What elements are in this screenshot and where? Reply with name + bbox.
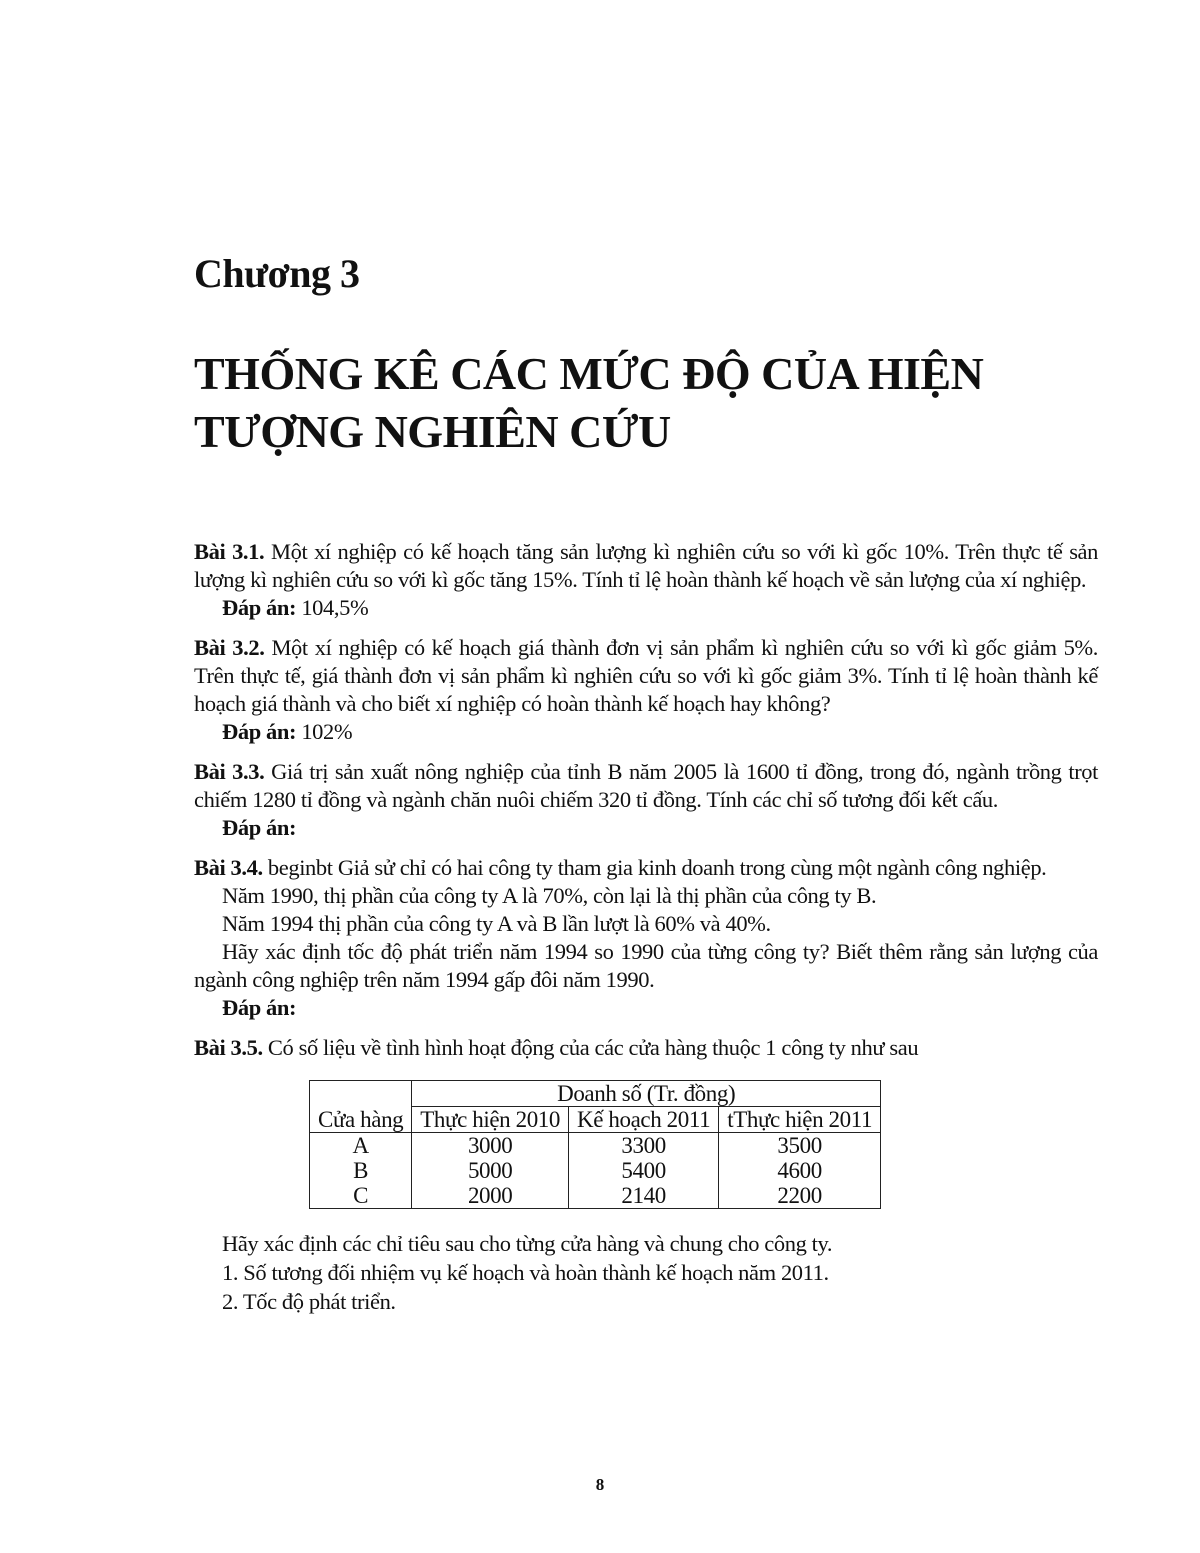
table-row	[310, 1183, 881, 1209]
exercise-text: Giá trị sản xuất nông nghiệp của tỉnh B năm 2005 là 1600 tỉ đồng, trong đó, ngành trồng trọt chiếm 1280 tỉ đồng và ngành chăn nuôi chiếm 320 tỉ đồng. Tính các chỉ số tương đối kết cấu.	[194, 759, 1098, 812]
table-cell: B	[310, 1158, 412, 1183]
exercise-label: Bài 3.2.	[194, 635, 265, 660]
exercise-3-3	[194, 758, 1098, 842]
answer-value: 104,5%	[296, 595, 369, 620]
table-header-cell: Kế hoạch 2011	[569, 1107, 719, 1133]
exercise-text: Một xí nghiệp có kế hoạch tăng sản lượng kì nghiên cứu so với kì gốc 10%. Trên thực tế sản lượng kì nghiên cứu so với kì gốc tăng 15%. Tính tỉ lệ hoàn thành kế hoạch về sản lượng của xí nghiệp.	[194, 539, 1098, 592]
exercise-3-2	[194, 634, 1098, 746]
table-cell: C	[310, 1183, 412, 1209]
table-row	[310, 1133, 881, 1159]
exercise-label: Bài 3.1.	[194, 539, 265, 564]
table-cell: 4600	[719, 1158, 881, 1183]
table-corner-cell	[310, 1081, 412, 1107]
chapter-title-line-2: TƯỢNG NGHIÊN CỨU	[194, 406, 671, 457]
answer-label: Đáp án:	[222, 995, 297, 1020]
chapter-title-line-1: THỐNG KÊ CÁC MỨC ĐỘ CỦA HIỆN	[194, 348, 984, 399]
table-cell: 3300	[569, 1133, 719, 1159]
exercise-text: Một xí nghiệp có kế hoạch giá thành đơn vị sản phẩm kì nghiên cứu so với kì gốc giảm 5%. Trên thực tế, giá thành đơn vị sản phẩm kì nghiên cứu so với kì gốc giảm 3%. Tính tỉ lệ hoàn thành kế hoạch giá thành và cho biết xí nghiệp có hoàn thành kế hoạch hay không?	[194, 635, 1098, 716]
table-cell: 5000	[412, 1158, 569, 1183]
table-header-row	[310, 1107, 881, 1133]
task-item: 1. Số tương đối nhiệm vụ kế hoạch và hoàn thành kế hoạch năm 2011.	[222, 1260, 829, 1285]
exercise-3-4	[194, 854, 1098, 1022]
answer-label: Đáp án:	[222, 719, 297, 744]
answer-label: Đáp án:	[222, 595, 297, 620]
table-header-cell: Cửa hàng	[310, 1107, 412, 1133]
exercise-3-1	[194, 538, 1098, 622]
table-cell: 3500	[719, 1133, 881, 1159]
table-cell: 5400	[569, 1158, 719, 1183]
exercise-label: Bài 3.3.	[194, 759, 265, 784]
table-cell: 3000	[412, 1133, 569, 1159]
answer-label: Đáp án:	[222, 815, 297, 840]
table-cell: 2000	[412, 1183, 569, 1209]
table-row	[310, 1158, 881, 1183]
table-group-header: Doanh số (Tr. đồng)	[412, 1081, 881, 1107]
task-intro: Hãy xác định các chỉ tiêu sau cho từng cửa hàng và chung cho công ty.	[222, 1231, 833, 1256]
exercise-paragraph: Năm 1990, thị phần của công ty A là 70%, còn lại là thị phần của công ty B.	[222, 883, 877, 908]
exercise-3-5	[194, 1034, 1098, 1316]
exercise-label: Bài 3.5.	[194, 1035, 263, 1060]
sales-table	[309, 1080, 881, 1209]
table-header-cell: Thực hiện 2010	[412, 1107, 569, 1133]
table-header-cell: tThực hiện 2011	[719, 1107, 881, 1133]
chapter-heading: Chương 3	[194, 251, 360, 296]
chapter-title	[194, 345, 1094, 461]
page-number: 8	[595, 1475, 605, 1494]
exercise-text: beginbt Giả sử chỉ có hai công ty tham gia kinh doanh trong cùng một ngành công nghiệp.	[262, 855, 1047, 880]
exercise-paragraph: Năm 1994 thị phần của công ty A và B lần lượt là 60% và 40%.	[222, 911, 771, 936]
task-item: 2. Tốc độ phát triển.	[222, 1289, 396, 1314]
exercise-list	[194, 538, 1098, 1316]
exercise-text: Có số liệu về tình hình hoạt động của các cửa hàng thuộc 1 công ty như sau	[262, 1035, 919, 1060]
exercise-label: Bài 3.4.	[194, 855, 263, 880]
table-group-header-row	[310, 1081, 881, 1107]
table-cell: A	[310, 1133, 412, 1159]
table-cell: 2140	[569, 1183, 719, 1209]
exercise-paragraph: Hãy xác định tốc độ phát triển năm 1994 so 1990 của từng công ty? Biết thêm rằng sản lượng của ngành công nghiệp trên năm 1994 gấp đôi năm 1990.	[194, 939, 1098, 992]
answer-value: 102%	[296, 719, 353, 744]
table-cell: 2200	[719, 1183, 881, 1209]
